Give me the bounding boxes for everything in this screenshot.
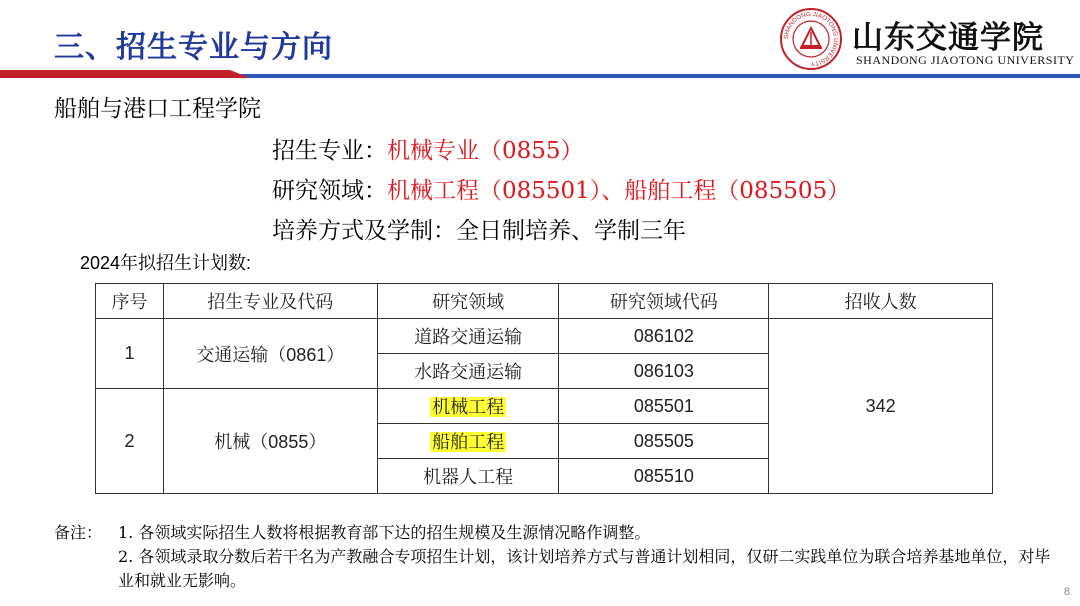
- col-header-major: 招生专业及代码: [163, 284, 377, 319]
- university-name-logo: 山东交通学院: [852, 20, 1044, 56]
- seal-ring-text: SHANDONG JIAOTONG UNIVERSITY: [782, 10, 840, 68]
- info-major-value: 机械专业（0855）: [387, 138, 584, 164]
- table-row: [96, 319, 993, 354]
- info-major-label: 招生专业：: [272, 138, 387, 164]
- cell-code: 085501: [559, 389, 769, 424]
- cell-total-count: 342: [769, 319, 993, 494]
- col-header-count: 招收人数: [769, 284, 993, 319]
- cell-field: 水路交通运输: [377, 354, 559, 389]
- highlighted-field: 机械工程: [432, 397, 505, 417]
- cell-code: 086102: [559, 319, 769, 354]
- cell-field: [377, 424, 559, 459]
- cell-major: 交通运输（0861）: [163, 319, 377, 389]
- notes-lead: 备注：: [54, 523, 103, 542]
- info-mode-label: 培养方式及学制：: [272, 218, 456, 244]
- info-mode: [272, 212, 686, 245]
- university-name-en: SHANDONG JIAOTONG UNIVERSITY: [856, 53, 1075, 67]
- cell-field: [377, 389, 559, 424]
- cell-major: 机械（0855）: [163, 389, 377, 494]
- header-rule-red: [0, 70, 250, 78]
- col-header-code: 研究领域代码: [559, 284, 769, 319]
- page-number: 8: [1063, 586, 1070, 598]
- cell-seq: 1: [96, 319, 164, 389]
- highlighted-field: 船舶工程: [432, 432, 505, 452]
- plan-label: 2024年拟招生计划数:: [80, 253, 252, 273]
- info-field: [272, 172, 850, 205]
- cell-code: 086103: [559, 354, 769, 389]
- info-mode-value: 全日制培养、学制三年: [456, 218, 686, 244]
- table-header-row: [96, 284, 993, 319]
- col-header-seq: 序号: [96, 284, 164, 319]
- note-item: [54, 545, 1054, 593]
- col-header-field: 研究领域: [377, 284, 559, 319]
- university-seal-logo: [780, 8, 842, 70]
- college-name: 船舶与港口工程学院: [54, 96, 261, 122]
- note-text: 2. 各领域录取分数后若干名为产教融合专项招生计划，该计划培养方式与普通计划相同，仅研二实践单位为联合培养基地单位，对毕业和就业无影响。: [118, 547, 1051, 590]
- page-title: 三、招生专业与方向: [54, 30, 333, 65]
- info-major: [272, 132, 584, 165]
- cell-code: 085510: [559, 459, 769, 494]
- note-item: [54, 521, 1054, 545]
- cell-code: 085505: [559, 424, 769, 459]
- cell-field: 道路交通运输: [377, 319, 559, 354]
- note-text: 1. 各领域实际招生人数将根据教育部下达的招生规模及生源情况略作调整。: [118, 523, 651, 542]
- cell-seq: 2: [96, 389, 164, 494]
- info-field-value: 机械工程（085501）、船舶工程（085505）: [387, 178, 851, 204]
- notes: [54, 521, 1054, 593]
- enrollment-plan-table: [95, 283, 993, 494]
- info-field-label: 研究领域：: [272, 178, 387, 204]
- cell-field: 机器人工程: [377, 459, 559, 494]
